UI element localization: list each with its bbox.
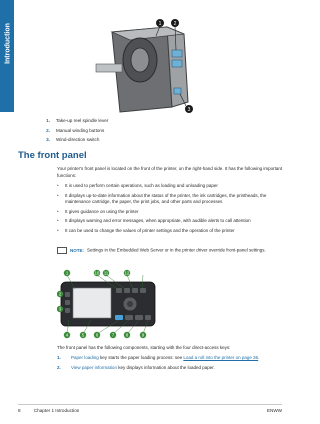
- bullet-item: [57, 218, 287, 225]
- list-item: [57, 365, 283, 372]
- sentence-end: .: [258, 355, 260, 360]
- note-text: Settings in the Embedded Web Server or in the printer driver override front-panel settings.: [87, 247, 266, 253]
- bullet-text: It gives guidance on using the printer: [65, 208, 139, 214]
- bullet-text: It displays warning and error messages, when appropriate, with audible alerts to call attention: [65, 218, 251, 223]
- cross-reference-link[interactable]: Load a roll into the printer on page 36: [183, 355, 259, 360]
- section-intro-paragraph: Your printer's front panel is located on the front of the printer, on the right-hand side. It has the following important functions:: [57, 166, 283, 178]
- svg-text:8: 8: [125, 332, 129, 338]
- bullet-icon: •: [57, 192, 59, 198]
- bullet-icon: •: [57, 218, 59, 223]
- page-number: 8: [18, 408, 21, 413]
- panel-callout: [124, 332, 130, 338]
- spindle-parts-list: [36, 118, 276, 147]
- svg-text:7: 7: [111, 332, 115, 338]
- bullet-item: [57, 183, 287, 190]
- svg-text:3: 3: [58, 306, 62, 312]
- svg-text:3: 3: [187, 107, 191, 113]
- note-block: [57, 247, 283, 254]
- functions-bullet-list: [57, 183, 287, 237]
- panel-callout: [103, 270, 109, 276]
- svg-text:2: 2: [58, 291, 62, 297]
- footer-divider: [18, 404, 282, 405]
- page-footer: [18, 408, 282, 413]
- key-term: Paper loading: [71, 355, 99, 360]
- svg-text:4: 4: [65, 332, 69, 338]
- bullet-item: [57, 228, 287, 235]
- panel-callout: [94, 270, 100, 276]
- callout-marker: [156, 19, 164, 27]
- svg-text:10: 10: [94, 270, 100, 276]
- key-description: key displays information about the loaded paper.: [118, 364, 215, 370]
- svg-text:9: 9: [141, 332, 145, 338]
- list-item-body: [71, 355, 259, 362]
- bullet-item: [57, 193, 287, 206]
- list-item: [36, 118, 276, 123]
- chapter-side-tab: [0, 0, 14, 112]
- svg-text:1: 1: [65, 270, 69, 276]
- bullet-icon: •: [57, 183, 59, 188]
- bullet-text: It is used to perform certain operations, such as loading and unloading paper: [65, 183, 218, 188]
- list-item-body: [71, 365, 215, 372]
- components-intro-paragraph: The front panel has the following components, starting with the four direct-access keys:: [57, 345, 231, 350]
- list-number: 1.: [57, 355, 61, 360]
- key-term: View paper information: [71, 364, 117, 370]
- list-item: [36, 137, 276, 142]
- svg-text:5: 5: [81, 332, 85, 338]
- list-text: Wind-direction switch: [56, 137, 100, 142]
- note-icon: [57, 247, 67, 254]
- panel-callout: [80, 332, 86, 338]
- bullet-icon: •: [57, 208, 59, 214]
- section-heading: The front panel: [18, 150, 87, 161]
- callout-marker: [185, 105, 193, 113]
- list-text: Manual winding buttons: [56, 127, 105, 133]
- svg-text:1: 1: [158, 21, 162, 27]
- panel-callout: [57, 306, 63, 312]
- front-panel-illustration: [57, 268, 159, 340]
- chapter-side-tab-label: Introduction: [4, 23, 12, 64]
- bullet-item: [57, 209, 287, 216]
- list-number: 1.: [46, 118, 50, 123]
- list-item: [36, 128, 276, 133]
- note-label: NOTE:: [70, 247, 84, 253]
- bullet-text: It can be used to change the values of printer settings and the operation of the printer: [65, 227, 235, 233]
- take-up-reel-illustration: [72, 2, 222, 120]
- panel-callout: [110, 332, 116, 338]
- list-item: [57, 355, 283, 362]
- footer-left: [18, 408, 91, 413]
- chapter-label: Chapter 1 Introduction: [33, 408, 80, 413]
- callout-marker: [171, 19, 179, 27]
- bullet-text: It displays up-to-date information about the status of the printer, the ink cartridges, the printheads, the maintenance cartridge, the paper, the print jobs, and other parts and processes: [65, 192, 267, 204]
- list-number: 2.: [46, 127, 50, 133]
- svg-text:2: 2: [173, 21, 177, 27]
- footer-brand: ENWW: [266, 408, 282, 413]
- keys-numbered-list: [57, 355, 283, 374]
- panel-callout: [64, 270, 70, 276]
- key-description: key starts the paper loading process: see: [100, 355, 183, 360]
- list-text: Take-up reel spindle lever: [56, 118, 109, 123]
- panel-callout: [57, 291, 63, 297]
- list-number: 2.: [57, 364, 61, 370]
- list-number: 3.: [46, 137, 50, 142]
- svg-text:11: 11: [103, 270, 109, 276]
- svg-text:12: 12: [124, 270, 130, 276]
- panel-callout: [124, 270, 130, 276]
- panel-callout: [94, 332, 100, 338]
- panel-callout: [140, 332, 146, 338]
- panel-callout: [64, 332, 70, 338]
- bullet-icon: •: [57, 227, 59, 233]
- svg-text:6: 6: [95, 332, 99, 338]
